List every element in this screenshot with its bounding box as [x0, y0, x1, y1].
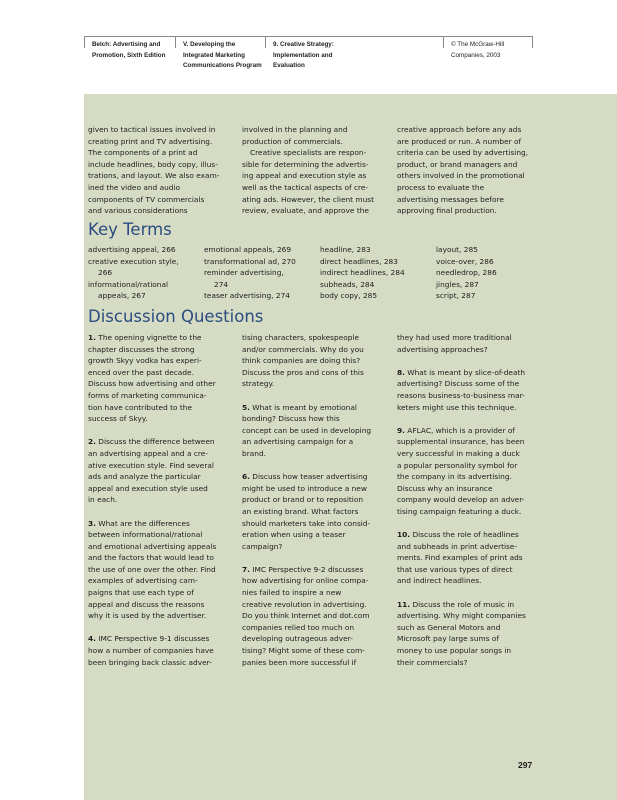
question-number: 8.: [397, 367, 405, 377]
text-line: appeal and execution style used: [88, 483, 208, 493]
header-divider: [175, 36, 176, 48]
text-line: What is meant by slice-of-death: [404, 367, 526, 377]
key-term: needledrop, 286: [436, 268, 497, 278]
key-term: subheads, 284: [320, 279, 375, 289]
text-line: enced over the past decade.: [88, 367, 194, 377]
key-term: direct headlines, 283: [320, 256, 398, 266]
question-4: [88, 633, 236, 668]
key-term: jingles, 287: [436, 279, 479, 289]
question-number: 3.: [88, 518, 96, 528]
text-line: components of TV commercials: [88, 194, 205, 204]
question-number: 2.: [88, 437, 96, 447]
text-line: ative execution style. Find several: [88, 460, 214, 470]
text-line: a popular personality symbol for: [397, 460, 518, 470]
text-line: What is meant by emotional: [249, 402, 357, 412]
text-line: ing appeal and execution style as: [242, 171, 367, 181]
header-line: Promotion, Sixth Edition: [92, 51, 166, 59]
text-line: Discuss why an insurance: [397, 483, 493, 493]
header-divider: [84, 36, 85, 48]
text-line: eration when using a teaser: [242, 530, 346, 540]
text-line: The components of a print ad: [88, 148, 198, 158]
text-line: and indirect headlines.: [397, 576, 482, 586]
text-line: developing outrageous adver-: [242, 634, 353, 644]
text-line: criteria can be used by advertising,: [397, 148, 529, 158]
text-line: companies relied too much on: [242, 622, 355, 632]
text-line: tising campaign featuring a duck.: [397, 506, 522, 516]
text-line: IMC Perspective 9-2 discusses: [249, 564, 364, 574]
key-term: script, 287: [436, 291, 476, 301]
text-line: The opening vignette to the: [95, 333, 202, 342]
key-term: reminder advertising,: [204, 268, 284, 278]
text-line: review, evaluate, and approve the: [242, 206, 369, 216]
text-line: advertising approaches?: [397, 344, 488, 354]
question-11: [397, 599, 545, 669]
text-line: creative revolution in advertising.: [242, 599, 367, 609]
header-line: Communications Program: [183, 62, 262, 69]
question-3: [88, 518, 236, 622]
text-line: ating ads. However, the client must: [242, 194, 375, 204]
question-7-continued: [397, 332, 545, 355]
header-part: [178, 36, 266, 84]
header-line: Integrated Marketing: [183, 51, 245, 59]
text-line: brand.: [242, 448, 266, 458]
key-term: body copy, 285: [320, 291, 378, 301]
key-term: teaser advertising, 274: [204, 291, 290, 301]
text-line: What are the differences: [95, 518, 190, 528]
text-line: strategy.: [242, 379, 275, 389]
key-term: advertising appeal, 266: [88, 245, 176, 254]
intro-column-3: [397, 124, 545, 217]
key-terms-column-1: [88, 244, 179, 302]
text-line: and subheads in print advertise-: [397, 541, 518, 551]
key-term: emotional appeals, 269: [204, 245, 292, 254]
text-line: should marketers take into consid-: [242, 518, 371, 528]
text-line: Discuss the role of music in: [410, 599, 515, 609]
text-line: Discuss how advertising and other: [88, 379, 216, 389]
question-number: 5.: [242, 402, 250, 412]
text-line: the use of one over the other. Find: [88, 564, 216, 574]
question-7: [242, 564, 390, 668]
header-line: Evaluation: [273, 62, 305, 69]
text-line: nies failed to inspire a new: [242, 588, 342, 598]
key-term: informational/rational: [88, 279, 169, 289]
text-line: keters might use this technique.: [397, 402, 517, 412]
text-line: given to tactical issues involved in: [88, 125, 216, 134]
question-10: [397, 529, 545, 587]
text-line: panies been more successful if: [242, 657, 357, 667]
key-term: transformational ad, 270: [204, 256, 296, 266]
text-line: reasons business-to-business mar-: [397, 390, 525, 400]
key-term: layout, 285: [436, 245, 478, 254]
header-line: Belch: Advertising and: [92, 41, 161, 48]
text-line: Discuss the difference between: [95, 437, 215, 447]
question-2: [88, 436, 236, 506]
text-line: such as General Motors and: [397, 622, 501, 632]
text-line: the company in its advertising.: [397, 472, 512, 482]
text-line: Discuss the role of headlines: [410, 530, 519, 540]
text-line: advertising? Discuss some of the: [397, 379, 520, 389]
question-number: 1.: [88, 333, 96, 342]
text-line: AFLAC, which is a provider of: [404, 425, 515, 435]
question-number: 6.: [242, 472, 250, 482]
questions-column-1: [88, 332, 236, 680]
text-line: think companies are doing this?: [242, 356, 361, 366]
text-line: Discuss how teaser advertising: [249, 472, 368, 482]
text-line: Do you think Internet and dot.com: [242, 611, 370, 621]
text-line: success of Skyy.: [88, 414, 148, 424]
questions-column-2: [242, 332, 390, 680]
text-line: tising? Might some of these com-: [242, 646, 365, 656]
question-number: 9.: [397, 425, 405, 435]
key-term: indirect headlines, 284: [320, 268, 405, 278]
text-line: examples of advertising cam-: [88, 576, 198, 586]
text-line: ined the video and audio: [88, 182, 181, 192]
text-line: product or brand or to reposition: [242, 495, 364, 505]
text-line: been bringing back classic adver-: [88, 657, 212, 667]
text-line: others involved in the promotional: [397, 171, 525, 181]
text-line: in each.: [88, 495, 118, 505]
text-line: sible for determining the advertis-: [242, 159, 369, 169]
key-terms-column-4: [436, 244, 497, 302]
text-line: why it is used by the advertiser.: [88, 611, 207, 621]
text-line: Microsoft pay large sums of: [397, 634, 500, 644]
text-line: that use various types of direct: [397, 564, 513, 574]
text-line: Creative specialists are respon-: [250, 148, 367, 158]
text-line: are produced or run. A number of: [397, 136, 522, 146]
text-line: creating print and TV advertising.: [88, 136, 213, 146]
text-line: approving final production.: [397, 206, 497, 216]
text-line: ments. Find examples of print ads: [397, 553, 523, 563]
text-line: advertising. Why might companies: [397, 611, 526, 621]
intro-column-2: [242, 124, 390, 217]
question-6: [242, 471, 390, 552]
text-line: money to use popular songs in: [397, 646, 512, 656]
header-copyright: [446, 36, 534, 84]
key-term: creative execution style,: [88, 256, 179, 266]
question-8: [397, 367, 545, 413]
key-terms-heading: Key Terms: [88, 220, 172, 239]
text-line: how a number of companies have: [88, 646, 214, 656]
text-line: trations, and layout. We also exam-: [88, 171, 220, 181]
header-chapter: [268, 36, 368, 84]
discussion-questions-heading: Discussion Questions: [88, 307, 264, 326]
text-line: forms of marketing communica-: [88, 390, 207, 400]
text-line: ads and analyze the particular: [88, 472, 201, 482]
key-terms-column-2: [204, 244, 296, 302]
text-line: how advertising for online compa-: [242, 576, 369, 586]
text-line: tising characters, spokespeople: [242, 333, 360, 342]
text-line: they had used more traditional: [397, 333, 512, 342]
text-line: growth Skyy vodka has experi-: [88, 356, 202, 366]
key-term: 266: [98, 268, 113, 278]
header-divider: [443, 36, 444, 48]
header-line: V. Developing the: [183, 41, 236, 48]
text-line: and various considerations: [88, 206, 188, 216]
header-line: © The McGraw-Hill: [451, 41, 505, 48]
text-line: tion have contributed to the: [88, 402, 193, 412]
question-9: [397, 425, 545, 518]
text-line: might be used to introduce a new: [242, 483, 367, 493]
header-line: Implementation and: [273, 51, 333, 59]
text-line: between informational/rational: [88, 530, 203, 540]
key-term: 274: [214, 279, 229, 289]
text-line: their commercials?: [397, 657, 468, 667]
page-number: 297: [518, 760, 533, 770]
text-line: campaign?: [242, 541, 283, 551]
header-line: Companies, 2003: [451, 51, 501, 59]
text-line: paigns that use each type of: [88, 588, 194, 598]
question-number: 11.: [397, 599, 411, 609]
text-line: creative approach before any ads: [397, 125, 522, 134]
text-line: very successful in making a duck: [397, 448, 520, 458]
text-line: and the factors that would lead to: [88, 553, 214, 563]
text-line: an existing brand. What factors: [242, 506, 359, 516]
text-line: chapter discusses the strong: [88, 344, 195, 354]
text-line: company would develop an adver-: [397, 495, 525, 505]
text-line: include headlines, body copy, illus-: [88, 159, 218, 169]
text-line: an advertising appeal and a cre-: [88, 448, 208, 458]
questions-column-3: [397, 332, 545, 680]
question-4-continued: [242, 332, 390, 390]
text-line: involved in the planning and: [242, 125, 348, 134]
text-line: product, or brand managers and: [397, 159, 518, 169]
text-line: concept can be used in developing: [242, 425, 372, 435]
text-line: bonding? Discuss how this: [242, 414, 340, 424]
question-number: 7.: [242, 564, 250, 574]
text-line: an advertising campaign for a: [242, 437, 354, 447]
header-book-title: [87, 36, 175, 84]
text-line: appeal and discuss the reasons: [88, 599, 205, 609]
question-number: 10.: [397, 530, 411, 540]
text-line: and emotional advertising appeals: [88, 541, 217, 551]
key-term: appeals, 267: [98, 291, 146, 301]
text-line: well as the tactical aspects of cre-: [242, 182, 369, 192]
question-5: [242, 402, 390, 460]
question-1: [88, 332, 236, 425]
text-line: supplemental insurance, has been: [397, 437, 525, 447]
text-line: and/or commercials. Why do you: [242, 344, 364, 354]
question-number: 4.: [88, 634, 96, 644]
text-line: advertising messages before: [397, 194, 504, 204]
text-line: Discuss the pros and cons of this: [242, 367, 364, 377]
key-terms-column-3: [320, 244, 405, 302]
text-line: process to evaluate the: [397, 182, 485, 192]
text-line: production of commercials.: [242, 136, 343, 146]
intro-column-1: [88, 124, 236, 217]
header-line: 9. Creative Strategy:: [273, 41, 334, 48]
key-term: headline, 283: [320, 245, 371, 254]
text-line: IMC Perspective 9-1 discusses: [95, 634, 210, 644]
key-term: voice-over, 286: [436, 256, 494, 266]
